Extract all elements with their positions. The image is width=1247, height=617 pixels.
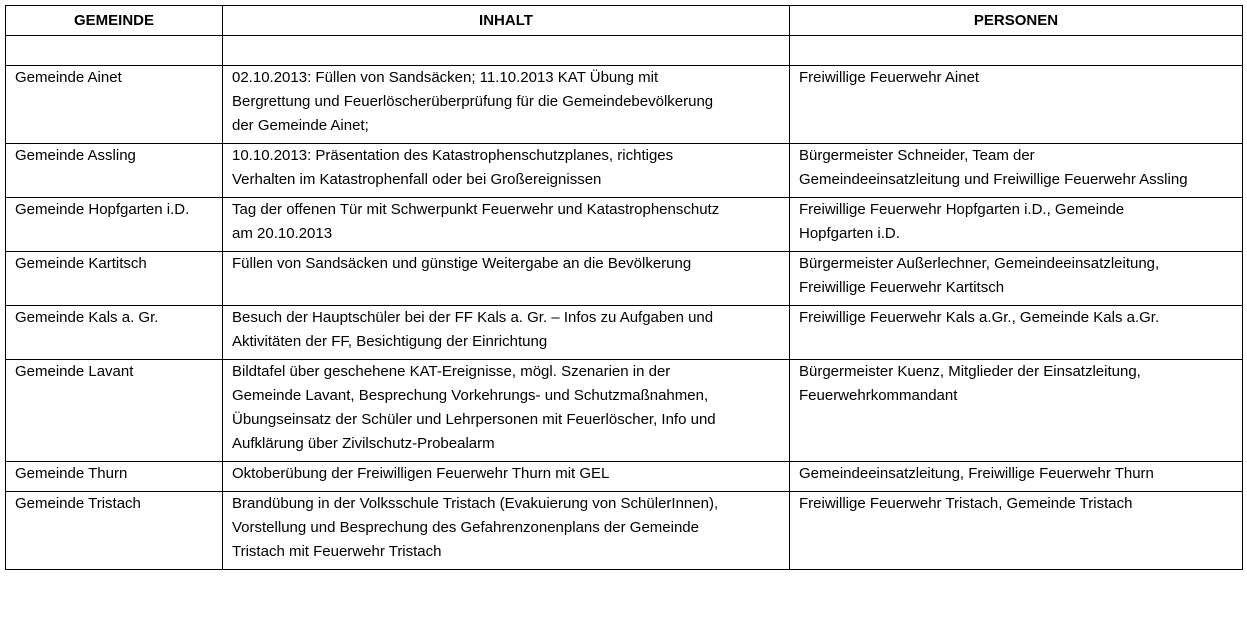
gemeinde-cell: Gemeinde Assling	[6, 144, 223, 198]
personen-cell: Freiwillige Feuerwehr Ainet	[790, 66, 1243, 144]
gemeinde-cell: Gemeinde Kartitsch	[6, 252, 223, 306]
table-body	[6, 36, 1243, 570]
events-table	[5, 5, 1243, 570]
gemeinde-cell: Gemeinde Tristach	[6, 492, 223, 570]
empty-cell	[223, 36, 790, 66]
empty-cell	[790, 36, 1243, 66]
personen-cell: Freiwillige Feuerwehr Hopfgarten i.D., Gemeinde Hopfgarten i.D.	[790, 198, 1243, 252]
header-row	[6, 6, 1243, 36]
inhalt-cell: 10.10.2013: Präsentation des Katastrophenschutzplanes, richtiges Verhalten im Katastrophenfall oder bei Großereignissen	[223, 144, 790, 198]
personen-cell: Freiwillige Feuerwehr Kals a.Gr., Gemeinde Kals a.Gr.	[790, 306, 1243, 360]
table-row	[6, 66, 1243, 144]
inhalt-cell: Tag der offenen Tür mit Schwerpunkt Feuerwehr und Katastrophenschutz am 20.10.2013	[223, 198, 790, 252]
inhalt-cell: Füllen von Sandsäcken und günstige Weitergabe an die Bevölkerung	[223, 252, 790, 306]
gemeinde-cell: Gemeinde Lavant	[6, 360, 223, 462]
table-row	[6, 198, 1243, 252]
gemeinde-cell: Gemeinde Thurn	[6, 462, 223, 492]
inhalt-cell: Bildtafel über geschehene KAT-Ereignisse, mögl. Szenarien in der Gemeinde Lavant, Besprechung Vorkehrungs- und Schutzmaßnahmen, Übungseinsatz der Schüler und Lehrpersonen mit Feuerlöscher, Info und Aufklärung über Zivilschutz-Probealarm	[223, 360, 790, 462]
personen-cell: Bürgermeister Kuenz, Mitglieder der Einsatzleitung, Feuerwehrkommandant	[790, 360, 1243, 462]
gemeinde-cell: Gemeinde Kals a. Gr.	[6, 306, 223, 360]
table-row	[6, 492, 1243, 570]
header-gemeinde: GEMEINDE	[6, 6, 223, 36]
personen-cell: Bürgermeister Außerlechner, Gemeindeeinsatzleitung, Freiwillige Feuerwehr Kartitsch	[790, 252, 1243, 306]
empty-cell	[6, 36, 223, 66]
inhalt-cell: Oktoberübung der Freiwilligen Feuerwehr Thurn mit GEL	[223, 462, 790, 492]
inhalt-cell: Brandübung in der Volksschule Tristach (Evakuierung von SchülerInnen), Vorstellung und Besprechung des Gefahrenzonenplans der Gemeinde Tristach mit Feuerwehr Tristach	[223, 492, 790, 570]
table-row	[6, 144, 1243, 198]
table-row	[6, 360, 1243, 462]
inhalt-cell: 02.10.2013: Füllen von Sandsäcken; 11.10.2013 KAT Übung mit Bergrettung und Feuerlöscherüberprüfung für die Gemeindebevölkerung der Gemeinde Ainet;	[223, 66, 790, 144]
header-personen: PERSONEN	[790, 6, 1243, 36]
gemeinde-cell: Gemeinde Ainet	[6, 66, 223, 144]
inhalt-cell: Besuch der Hauptschüler bei der FF Kals a. Gr. – Infos zu Aufgaben und Aktivitäten der FF, Besichtigung der Einrichtung	[223, 306, 790, 360]
gemeinde-cell: Gemeinde Hopfgarten i.D.	[6, 198, 223, 252]
header-inhalt: INHALT	[223, 6, 790, 36]
personen-cell: Freiwillige Feuerwehr Tristach, Gemeinde Tristach	[790, 492, 1243, 570]
table-row	[6, 462, 1243, 492]
table-header	[6, 6, 1243, 36]
empty-row	[6, 36, 1243, 66]
table-row	[6, 306, 1243, 360]
personen-cell: Bürgermeister Schneider, Team der Gemeindeeinsatzleitung und Freiwillige Feuerwehr Assling	[790, 144, 1243, 198]
personen-cell: Gemeindeeinsatzleitung, Freiwillige Feuerwehr Thurn	[790, 462, 1243, 492]
table-row	[6, 252, 1243, 306]
